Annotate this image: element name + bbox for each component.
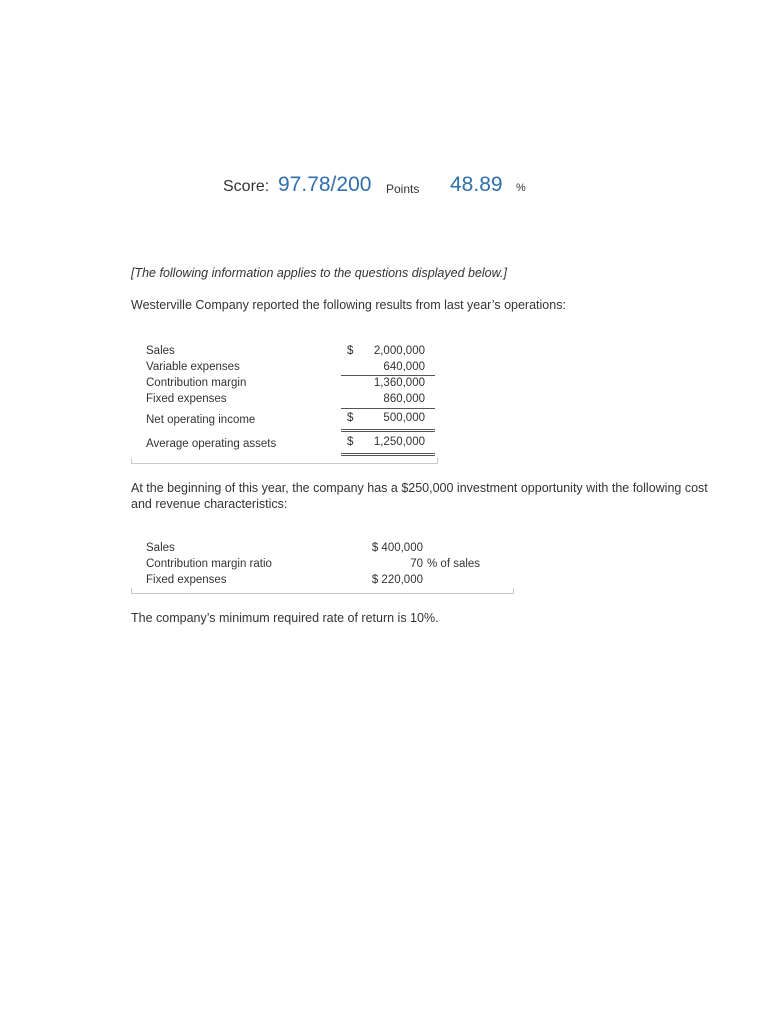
percent-value: 48.89 bbox=[450, 173, 503, 196]
score-value: 97.78/200 bbox=[278, 173, 372, 196]
currency-sign: $ bbox=[347, 345, 354, 357]
row-label: Variable expenses bbox=[146, 361, 240, 373]
row-suffix: % of sales bbox=[427, 558, 481, 570]
row-label: Contribution margin bbox=[146, 377, 247, 389]
table-frame bbox=[131, 458, 438, 464]
row-label: Fixed expenses bbox=[146, 574, 227, 586]
total-rule bbox=[341, 429, 435, 430]
row-label: Sales bbox=[146, 542, 175, 554]
row-value: 1,250,000 bbox=[373, 436, 425, 448]
table-frame bbox=[131, 588, 514, 594]
row-label: Sales bbox=[146, 345, 175, 357]
total-rule bbox=[341, 431, 435, 432]
row-value: 2,000,000 bbox=[373, 345, 425, 357]
row-value: 860,000 bbox=[383, 393, 425, 405]
intro-note: [The following information applies to the questions displayed below.] bbox=[131, 266, 507, 280]
row-label: Net operating income bbox=[146, 414, 256, 426]
subtotal-rule bbox=[341, 375, 435, 376]
closing-paragraph: The company’s minimum required rate of return is 10%. bbox=[131, 611, 439, 625]
row-value: 1,360,000 bbox=[373, 377, 425, 389]
total-rule bbox=[341, 453, 435, 454]
currency-sign: $ bbox=[347, 436, 354, 448]
subtotal-rule bbox=[341, 408, 435, 409]
lead-paragraph: Westerville Company reported the following results from last year’s operations: bbox=[131, 298, 566, 312]
points-label: Points bbox=[386, 182, 420, 196]
row-label: Average operating assets bbox=[146, 438, 277, 450]
investment-paragraph: At the beginning of this year, the company has a $250,000 investment opportunity with the following cost and revenue characteristics: bbox=[131, 481, 708, 511]
percent-sign: % bbox=[516, 182, 526, 194]
row-value: $ 220,000 bbox=[371, 574, 423, 586]
row-value: 640,000 bbox=[383, 361, 425, 373]
row-value: 70 bbox=[410, 558, 423, 570]
total-rule bbox=[341, 455, 435, 456]
row-value: $ 400,000 bbox=[371, 542, 423, 554]
row-label: Contribution margin ratio bbox=[146, 558, 272, 570]
currency-sign: $ bbox=[347, 412, 354, 424]
row-label: Fixed expenses bbox=[146, 393, 227, 405]
score-label: Score: bbox=[223, 178, 270, 195]
row-value: 500,000 bbox=[383, 412, 425, 424]
